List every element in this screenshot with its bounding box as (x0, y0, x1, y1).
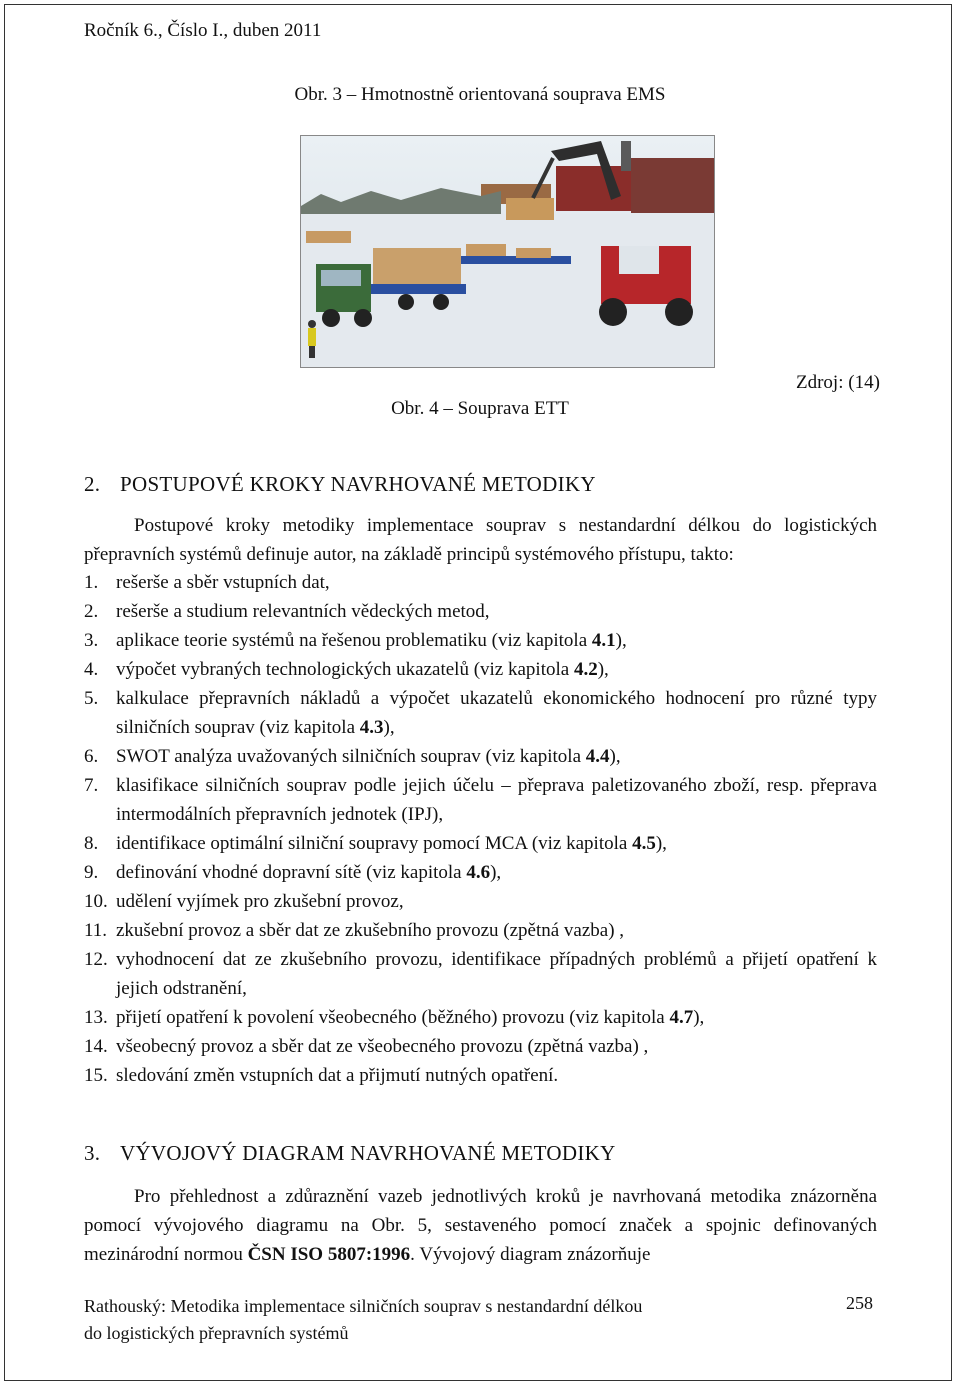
section-3-text-after: . Vývojový diagram znázorňuje (410, 1244, 651, 1265)
list-item-body: udělení vyjímek pro zkušební provoz, (116, 891, 404, 912)
list-item-text (116, 887, 877, 916)
list-item-text (116, 916, 877, 945)
list-item-text (116, 626, 877, 655)
norm-reference: ČSN ISO 5807:1996 (247, 1244, 411, 1265)
list-item-text (116, 684, 877, 742)
list-item-number: 7. (84, 775, 99, 796)
list-item (84, 742, 877, 771)
list-item-text (116, 858, 877, 887)
list-item (84, 858, 877, 887)
list-item (84, 1032, 877, 1061)
list-item-text (116, 1003, 877, 1032)
list-item (84, 568, 877, 597)
list-item-tail: ), (490, 862, 502, 883)
list-item (84, 771, 877, 829)
list-item-number: 6. (84, 746, 99, 767)
list-item-text (116, 597, 877, 626)
list-item-body: SWOT analýza uvažovaných silničních souprav (viz kapitola (116, 746, 586, 767)
list-item-number: 9. (84, 862, 99, 883)
list-item (84, 597, 877, 626)
list-item (84, 887, 877, 916)
list-item-number: 13. (84, 1007, 108, 1028)
footer-line-1: Rathouský: Metodika implementace silničních souprav s nestandardní délkou (84, 1296, 643, 1316)
section-2-number: 2. (84, 472, 101, 496)
figure-source: Zdroj: (14) (796, 372, 880, 393)
list-item-number: 15. (84, 1065, 108, 1086)
list-item-number: 4. (84, 659, 99, 680)
list-item-text (116, 829, 877, 858)
footer (84, 1293, 642, 1347)
list-item (84, 1061, 877, 1090)
list-item (84, 829, 877, 858)
timber-truck-photo (301, 136, 715, 368)
list-item-number: 11. (84, 920, 108, 941)
chapter-reference: 4.1 (591, 630, 616, 651)
list-item-tail: ), (597, 659, 609, 680)
list-item-body: identifikace optimální silniční soupravy pomocí MCA (viz kapitola (116, 833, 633, 854)
list-item-text (116, 655, 877, 684)
list-item-text (116, 771, 877, 829)
list-item-number: 5. (84, 688, 99, 709)
list-item-number: 14. (84, 1036, 108, 1057)
list-item-text (116, 742, 877, 771)
list-item-body: všeobecný provoz a sběr dat ze všeobecného provozu (zpětná vazba) , (116, 1036, 649, 1057)
list-item-body: rešerše a studium relevantních vědeckých metod, (116, 601, 490, 622)
method-steps-list (84, 568, 877, 1090)
list-item-tail: ), (383, 717, 395, 738)
list-item-body: kalkulace přepravních nákladů a výpočet ukazatelů ekonomického hodnocení pro různé typy silničních souprav (viz kapitola (116, 688, 877, 738)
chapter-reference: 4.7 (669, 1007, 694, 1028)
list-item-body: rešerše a sběr vstupních dat, (116, 572, 330, 593)
section-2-heading (84, 472, 596, 497)
list-item-body: aplikace teorie systémů na řešenou problematiku (viz kapitola (116, 630, 592, 651)
list-item-body: vyhodnocení dat ze zkušebního provozu, identifikace případných problémů a přijetí opatření k jejich odstranění, (116, 949, 877, 999)
list-item-number: 8. (84, 833, 99, 854)
chapter-reference: 4.2 (573, 659, 598, 680)
list-item (84, 684, 877, 742)
list-item-text (116, 568, 877, 597)
list-item-number: 12. (84, 949, 108, 970)
section-2-title: POSTUPOVÉ KROKY NAVRHOVANÉ METODIKY (120, 472, 596, 496)
list-item (84, 655, 877, 684)
list-item-number: 3. (84, 630, 99, 651)
chapter-reference: 4.6 (466, 862, 491, 883)
list-item-text (116, 945, 877, 1003)
list-item (84, 1003, 877, 1032)
list-item-text (116, 1061, 877, 1090)
figure-3-caption: Obr. 3 – Hmotnostně orientovaná souprava EMS (294, 84, 666, 105)
list-item-body: zkušební provoz a sběr dat ze zkušebního provozu (zpětná vazba) , (116, 920, 625, 941)
list-item (84, 945, 877, 1003)
list-item-text (116, 1032, 877, 1061)
chapter-reference: 4.3 (359, 717, 384, 738)
list-item-tail: ), (693, 1007, 705, 1028)
list-item (84, 626, 877, 655)
running-header: Ročník 6., Číslo I., duben 2011 (84, 20, 322, 41)
list-item-tail: ), (655, 833, 667, 854)
page-number: 258 (846, 1293, 873, 1313)
footer-line-2: do logistických přepravních systémů (84, 1323, 349, 1343)
list-item-number: 1. (84, 572, 99, 593)
section-3-heading (84, 1141, 616, 1166)
list-item-body: klasifikace silničních souprav podle jejich účelu – přeprava paletizovaného zboží, resp. přeprava intermodálních přepravních jednotek (IPJ), (116, 775, 877, 825)
list-item-tail: ), (609, 746, 621, 767)
section-2-intro: Postupové kroky metodiky implementace souprav s nestandardní délkou do logistických přepravních systémů definuje autor, na základě principů systémového přístupu, takto: (84, 515, 877, 565)
list-item-number: 10. (84, 891, 108, 912)
section-3-text-before: Pro přehlednost a zdůraznění vazeb jednotlivých kroků je navrhovaná metodika znázorněna pomocí vývojového diagramu na Obr. 5, sestaveného pomocí značek a spojnic definovaných mezinárodní normou (84, 1186, 877, 1265)
section-3-number: 3. (84, 1141, 101, 1165)
chapter-reference: 4.4 (585, 746, 610, 767)
list-item-body: sledování změn vstupních dat a přijmutí nutných opatření. (116, 1065, 559, 1086)
section-3-paragraph (84, 1182, 877, 1269)
list-item-body: přijetí opatření k povolení všeobecného (běžného) provozu (viz kapitola (116, 1007, 670, 1028)
list-item-number: 2. (84, 601, 99, 622)
figure-4-photo (300, 135, 715, 368)
list-item (84, 916, 877, 945)
list-item-body: výpočet vybraných technologických ukazatelů (viz kapitola (116, 659, 574, 680)
chapter-reference: 4.5 (632, 833, 656, 854)
list-item-body: definování vhodné dopravní sítě (viz kapitola (116, 862, 467, 883)
section-3-title: VÝVOJOVÝ DIAGRAM NAVRHOVANÉ METODIKY (120, 1141, 616, 1165)
list-item-tail: ), (615, 630, 627, 651)
figure-4-caption: Obr. 4 – Souprava ETT (391, 398, 569, 419)
